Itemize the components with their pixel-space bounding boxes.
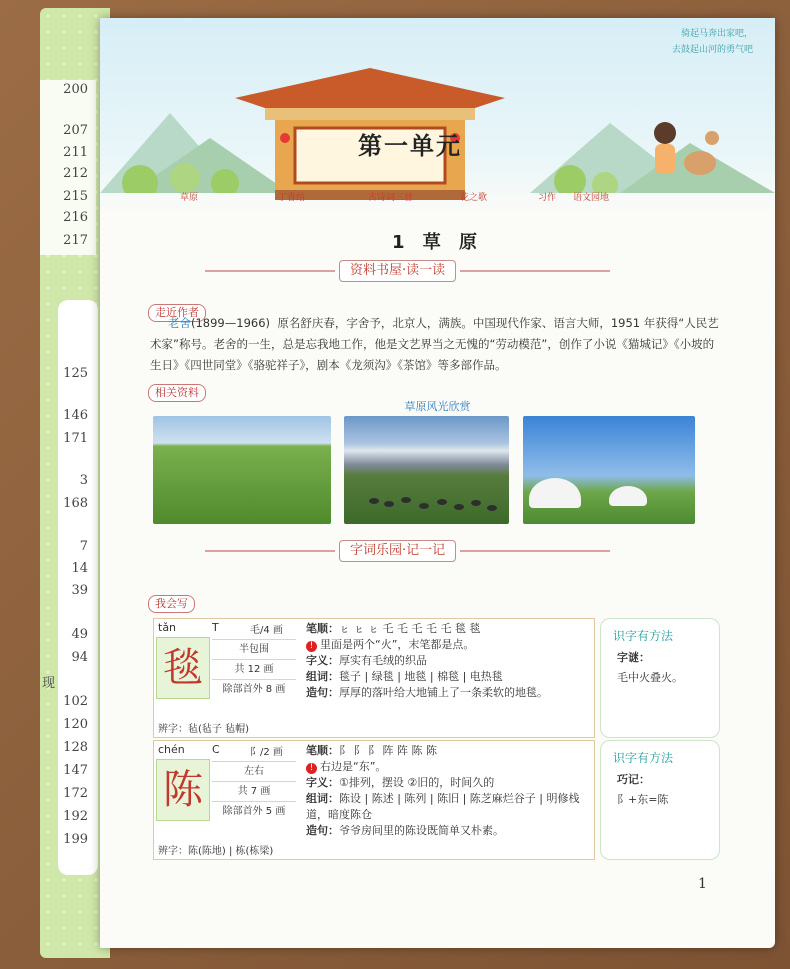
lesson-title: 1 草 原 [391,232,484,253]
toc-item[interactable]: 古诗词三首 [368,193,414,203]
meaning-row [306,775,590,791]
banner-label: 资料书屋·读一读 [339,260,456,282]
warning-text: 右边是“东”。 [320,760,387,773]
index-fragment: 现 [42,676,56,691]
index-number: 125 [63,366,88,381]
method-value: 毛中火叠火。 [617,671,683,684]
textbook-page [100,18,775,948]
yurt [609,486,647,506]
page-number: 1 [698,876,707,892]
toc-item[interactable]: 丁香结 [278,193,306,203]
index-number: 120 [63,717,88,732]
pinyin: tǎn [158,621,177,634]
index-number: 94 [71,650,88,665]
banner-line [460,550,610,552]
child-and-deer-illustration [640,108,720,198]
row-label: 造句： [306,686,339,699]
index-number: 102 [63,694,88,709]
character-card [153,618,595,738]
character-details [306,621,590,701]
stroke-order: 阝 阝 阝 阵 阵 陈 陈 [339,744,437,757]
author-bio: 原名舒庆春，字舍予，北京人，满族。中国现代作家、语言大师，1951 年获得“人民艺术家”称号。老舍的一生，总是忘我地工作，他是文艺界当之无愧的“劳动模范”，创作了小说《猫城记》《小坡的生日》《四世同堂》《骆驼祥子》，剧本《龙须沟》《茶馆》等多部作品。 [150,316,719,372]
mountain-grassland-photo [344,416,509,524]
unit-toc [100,190,775,206]
author-years: (1899—1966) [191,316,271,330]
row-label: 组词： [306,670,339,683]
toc-item[interactable]: 花之歌 [460,193,488,203]
index-number: 211 [63,145,88,160]
index-number: 168 [63,496,88,511]
info-banner [205,260,675,282]
yurt [529,478,581,508]
stroke-order-row [306,621,590,637]
toc-item[interactable]: 语文园地 [573,193,610,203]
exclamation-icon: ! [306,763,317,774]
radical: 毛/4 画 [250,625,283,636]
index-number: 171 [63,431,88,446]
grassland-photo [153,416,331,524]
strokes-outside-radical: 除部首外 8 画 [212,679,296,695]
index-letter: T [212,621,219,634]
banner-line [460,270,610,272]
literacy-method-box [600,740,720,860]
pinyin: chén [158,743,185,756]
author-paragraph [150,313,720,376]
sentence-row [306,685,590,701]
toc-item[interactable]: 草原 [180,193,199,203]
row-label: 组词： [306,792,339,805]
author-tag: 走近作者 [148,304,206,322]
sheep-herd [344,416,509,524]
toc-item[interactable]: 习作 [538,193,557,203]
character-glyph: 毯 [156,637,210,699]
words: 毯子 | 绿毯 | 地毯 | 棉毯 | 电热毯 [339,670,503,683]
banner-line [205,270,335,272]
banner-label: 字词乐园·记一记 [339,540,456,562]
author-name: 老舍 [168,316,191,330]
literacy-method-box [600,618,720,738]
sentence: 爷爷房间里的陈设既简单又朴素。 [339,824,504,837]
character-info [154,619,299,737]
stroke-count: 共 12 画 [212,659,296,675]
index-number: 146 [63,408,88,423]
banner-line [205,550,335,552]
stroke-order-row [306,743,590,759]
warning-row [306,759,590,775]
words-row [306,669,590,685]
index-number: 199 [63,832,88,847]
index-number: 49 [71,627,88,642]
index-number: 14 [71,561,88,576]
row-label: 字义： [306,654,339,667]
index-number: 216 [63,210,88,225]
warning-row [306,637,590,653]
index-number: 207 [63,123,88,138]
exclamation-icon: ! [306,641,317,652]
index-number: 212 [63,166,88,181]
character-card [153,740,595,860]
method-title: 识字有方法 [613,629,674,643]
related-tag: 相关资料 [148,384,206,402]
yurt-photo [523,416,695,524]
method-value: 阝+东=陈 [617,793,669,806]
stroke-count: 共 7 画 [212,781,296,797]
left-index-numbers [40,0,90,950]
row-label: 笔顺： [306,744,339,757]
index-number: 217 [63,233,88,248]
stroke-order: ㇶ ㇶ ㇶ 乇 乇 乇 乇 乇 毯 毯 [339,622,481,635]
write-tag: 我会写 [148,595,195,613]
row-label: 字义： [306,776,339,789]
index-number: 39 [71,583,88,598]
character-details [306,743,590,839]
sentence: 厚厚的落叶给大地铺上了一条柔软的地毯。 [339,686,548,699]
unit-title: 第一单元 [358,132,462,160]
row-label: 造句： [306,824,339,837]
distinguish-characters: 辨字：陈(陈地) | 栋(栋梁) [158,846,274,857]
method-title: 识字有方法 [613,751,674,765]
poem-line: 去鼓起山河的勇气吧 [671,45,753,55]
meaning: ①排列，摆设 ②旧的，时间久的 [339,776,495,789]
structure: 左右 [212,761,296,777]
photo-caption: 草原风光欣赏 [404,400,471,413]
character-info [154,741,299,859]
method-key: 字谜： [617,651,650,664]
warning-text: 里面是两个“火”，末笔都是点。 [320,638,475,651]
radical: 阝/2 画 [250,747,283,758]
index-number: 7 [79,539,88,554]
index-number: 147 [63,763,88,778]
index-number: 192 [63,809,88,824]
header-poem [672,26,753,58]
words-row [306,791,590,823]
words: 陈设 | 陈述 | 陈列 | 陈旧 | 陈芝麻烂谷子 | 明修栈道，暗度陈仓 [306,792,580,821]
distinguish-characters: 辨字：毡(毡子 毡帽) [158,724,249,735]
unit-header [100,18,775,213]
index-letter: C [212,743,220,756]
words-banner [205,540,675,562]
structure: 半包围 [212,639,296,655]
index-number: 128 [63,740,88,755]
method-key: 巧记： [617,773,650,786]
meaning: 厚实有毛绒的织品 [339,654,427,667]
index-number: 3 [79,473,88,488]
character-glyph: 陈 [156,759,210,821]
meaning-row [306,653,590,669]
poem-line: 骑起马奔出家吧， [680,29,753,39]
index-number: 215 [63,189,88,204]
index-number: 200 [63,82,88,97]
sentence-row [306,823,590,839]
index-number: 172 [63,786,88,801]
row-label: 笔顺： [306,622,339,635]
strokes-outside-radical: 除部首外 5 画 [212,801,296,817]
